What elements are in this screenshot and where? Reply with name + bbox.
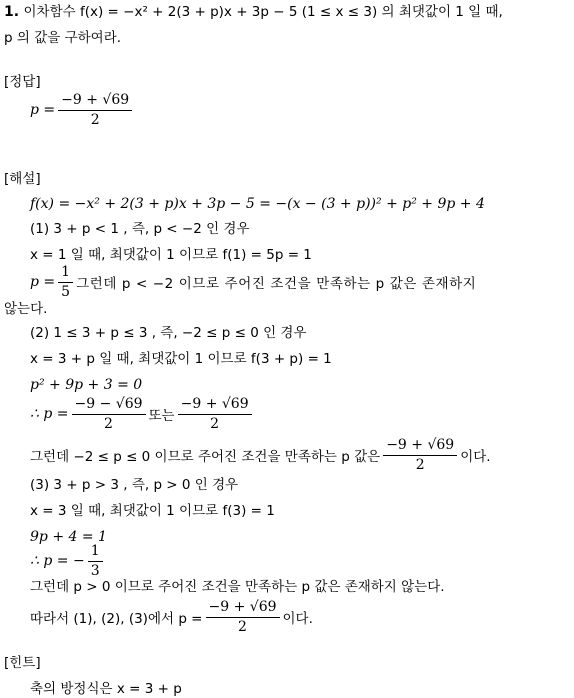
solution-eq0: f(x) = −x² + 2(3 + p)x + 3p − 5 = −(x − (3 + p))² + p² + 9p + 4 xyxy=(30,196,485,212)
final-line xyxy=(30,597,313,637)
case2-title: (2) 1 ≤ 3 + p ≤ 3 , 즉, −2 ≤ p ≤ 0 인 경우 xyxy=(30,325,307,341)
case1-line3: 않는다. xyxy=(4,301,48,317)
case2-line4 xyxy=(30,435,491,475)
case2-denominator-1: 2 xyxy=(104,415,113,432)
final-numerator: −9 + √69 xyxy=(206,599,280,618)
hint-header: [힌트] xyxy=(4,655,41,671)
hint-text: 축의 방정식은 x = 3 + p xyxy=(30,681,182,697)
answer-fraction xyxy=(58,92,132,129)
answer-equation xyxy=(30,90,135,130)
final-fraction xyxy=(206,599,280,636)
case2-line4-numerator: −9 + √69 xyxy=(383,437,457,456)
case2-numerator-1: −9 − √69 xyxy=(72,396,146,415)
solution-header: [해설] xyxy=(4,171,41,187)
problem-text-1: 이차함수 f(x) = −x² + 2(3 + p)x + 3p − 5 (1 ≤ x ≤ 3) 의 최댓값이 1 일 때, xyxy=(23,4,503,20)
final-post: 이다. xyxy=(282,611,313,627)
case3-fraction xyxy=(88,543,103,580)
case2-line4-post: 이다. xyxy=(460,449,491,465)
answer-header: [정답] xyxy=(4,74,41,90)
case2-line1: x = 3 + p 일 때, 최댓값이 1 이므로 f(3 + p) = 1 xyxy=(30,351,332,367)
case3-lhs: ∴ p = − xyxy=(30,553,85,569)
case2-line4-denominator: 2 xyxy=(415,456,425,473)
answer-lhs: p = xyxy=(30,102,56,118)
case2-line4-fraction xyxy=(383,437,457,474)
final-pre: 따라서 (1), (2), (3)에서 p = xyxy=(30,611,203,627)
case1-title: (1) 3 + p < 1 , 즉, p < −2 인 경우 xyxy=(30,221,250,237)
case3-denominator: 3 xyxy=(90,562,100,579)
case1-line2 xyxy=(30,262,570,302)
case1-denominator: 5 xyxy=(61,283,71,300)
case2-line3 xyxy=(30,394,255,434)
problem-number: 1. xyxy=(4,4,20,20)
case2-fraction-1 xyxy=(72,396,146,433)
case3-title: (3) 3 + p > 3 , 즉, p > 0 인 경우 xyxy=(30,477,239,493)
case1-numerator: 1 xyxy=(58,264,73,283)
case2-line4-pre: 그런데 −2 ≤ p ≤ 0 이므로 주어진 조건을 만족하는 p 값은 xyxy=(30,449,381,465)
answer-numerator: −9 + √69 xyxy=(58,92,132,111)
case1-lhs: p = xyxy=(30,274,56,290)
answer-denominator: 2 xyxy=(90,111,100,128)
problem-line-1 xyxy=(4,3,503,21)
case2-line2: p² + 9p + 3 = 0 xyxy=(30,377,143,393)
case3-numerator: 1 xyxy=(88,543,103,562)
case3-line2: 9p + 4 = 1 xyxy=(30,529,107,545)
case1-fraction xyxy=(58,264,73,301)
case2-or: 또는 xyxy=(148,408,175,424)
case2-fraction-2 xyxy=(178,396,252,433)
case2-denominator-2: 2 xyxy=(210,415,220,432)
case2-lhs: ∴ p = xyxy=(30,406,69,422)
case1-line1: x = 1 일 때, 최댓값이 1 이므로 f(1) = 5p = 1 xyxy=(30,247,312,263)
case2-numerator-2: −9 + √69 xyxy=(178,396,252,415)
case3-line3 xyxy=(30,541,106,581)
case3-line4: 그런데 p > 0 이므로 주어진 조건을 만족하는 p 값은 존재하지 않는다. xyxy=(30,579,445,595)
final-denominator: 2 xyxy=(238,618,247,635)
problem-text-2: p 의 값을 구하여라. xyxy=(4,30,122,46)
case1-rest: 그런데 p < −2 이므로 주어진 조건을 만족하는 p 값은 존재하지 xyxy=(76,276,477,292)
case3-line1: x = 3 일 때, 최댓값이 1 이므로 f(3) = 1 xyxy=(30,503,275,519)
